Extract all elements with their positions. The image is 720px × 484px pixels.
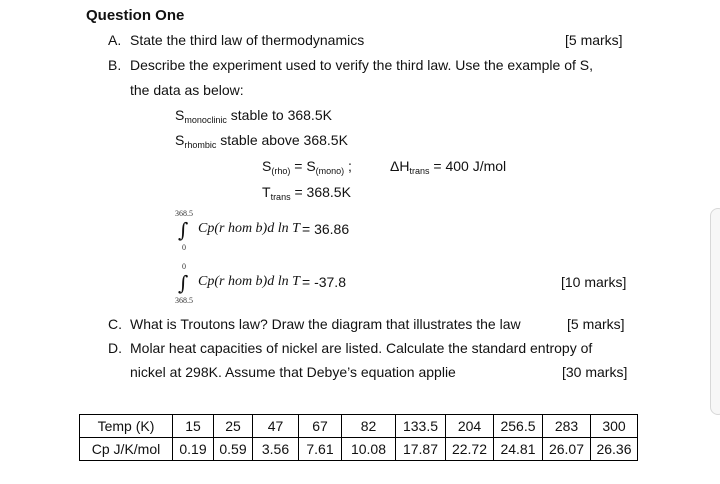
table-cell: 26.36: [591, 438, 638, 461]
table-cell: 133.5: [396, 415, 446, 438]
table-header-heat-capacity: Cp J/K/mol: [80, 438, 173, 461]
table-cell: 17.87: [396, 438, 446, 461]
s-monoclinic-line: [175, 107, 332, 125]
integral1-expression: Cp(r hom b)d ln T: [198, 221, 300, 236]
s-monoclinic-subscript: monoclinic: [184, 115, 227, 125]
delta-h-value: = 400 J/mol: [429, 158, 507, 174]
part-b-text-line2: the data as below:: [130, 82, 244, 98]
table-row-temperature: [80, 415, 638, 438]
part-b-text-line1: Describe the experiment used to verify the third law. Use the example of S,: [130, 57, 594, 73]
table-header-temperature: Temp (K): [80, 415, 173, 438]
table-cell: 24.81: [494, 438, 543, 461]
integral1-upper-limit: 368.5: [175, 209, 193, 218]
table-cell: 47: [253, 415, 299, 438]
enthalpy-equation: [390, 158, 506, 176]
table-cell: 22.72: [446, 438, 494, 461]
part-a-label: A.: [108, 32, 122, 48]
part-d-label: D.: [108, 340, 122, 356]
part-c-marks: [5 marks]: [567, 316, 625, 332]
part-d-text-line2: nickel at 298K. Assume that Debye’s equation applie: [130, 364, 456, 380]
integral2-upper-limit: 0: [182, 262, 186, 271]
part-d-marks: [30 marks]: [562, 364, 628, 380]
part-c-label: C.: [108, 316, 122, 332]
eq-s-rho: S: [262, 158, 272, 174]
table-cell: 0.59: [214, 438, 253, 461]
integral1-lower-limit: 0: [182, 243, 186, 252]
integral1-sign: ∫: [178, 218, 189, 242]
integral2-sign: ∫: [178, 271, 189, 295]
page-edge-handle: [710, 208, 720, 415]
s-rhombic-text: stable above 368.5K: [216, 132, 348, 148]
t-trans-equation: [262, 184, 351, 202]
table-cell: 10.08: [342, 438, 396, 461]
integral2-lower-limit: 368.5: [175, 296, 193, 305]
part-c-text: What is Troutons law? Draw the diagram that illustrates the law: [130, 316, 521, 332]
s-rhombic-subscript: rhombic: [184, 140, 217, 150]
part-d-text-line1: Molar heat capacities of nickel are listed. Calculate the standard entropy of: [130, 340, 593, 356]
table-cell: 300: [591, 415, 638, 438]
delta-h-subscript: trans: [409, 166, 430, 176]
eq-equals-s: = S: [290, 158, 316, 174]
integral1-value: = 36.86: [302, 221, 350, 237]
part-b-marks: [10 marks]: [561, 274, 627, 290]
eq-semicolon: ;: [344, 158, 352, 174]
eq-mono-subscript: (mono): [315, 166, 345, 176]
table-cell: 15: [173, 415, 214, 438]
part-a-text: State the third law of thermodynamics: [130, 32, 365, 48]
table-row-heat-capacity: [80, 438, 638, 461]
table-cell: 25: [214, 415, 253, 438]
equality-equation: [262, 158, 352, 176]
table-cell: 256.5: [494, 415, 543, 438]
integral2-value: = -37.8: [302, 274, 346, 290]
s-monoclinic-text: stable to 368.5K: [226, 107, 332, 123]
table-cell: 283: [543, 415, 591, 438]
t-trans-subscript: trans: [270, 192, 291, 202]
t-trans-symbol: T: [262, 184, 271, 200]
table-cell: 3.56: [253, 438, 299, 461]
table-cell: 7.61: [299, 438, 342, 461]
table-cell: 204: [446, 415, 494, 438]
integral2-expression: Cp(r hom b)d ln T: [198, 274, 300, 289]
delta-h-symbol: ΔH: [390, 158, 410, 174]
s-monoclinic-symbol: S: [175, 107, 185, 123]
s-rhombic-symbol: S: [175, 132, 185, 148]
table-cell: 26.07: [543, 438, 591, 461]
t-trans-value: = 368.5K: [290, 184, 351, 200]
table-cell: 0.19: [173, 438, 214, 461]
s-rhombic-line: [175, 132, 348, 150]
question-title: Question One: [86, 7, 185, 24]
heat-capacity-table: [79, 414, 638, 461]
part-a-marks: [5 marks]: [565, 32, 623, 48]
table-cell: 82: [342, 415, 396, 438]
eq-rho-subscript: (rho): [271, 166, 291, 176]
table-cell: 67: [299, 415, 342, 438]
part-b-label: B.: [108, 57, 122, 73]
